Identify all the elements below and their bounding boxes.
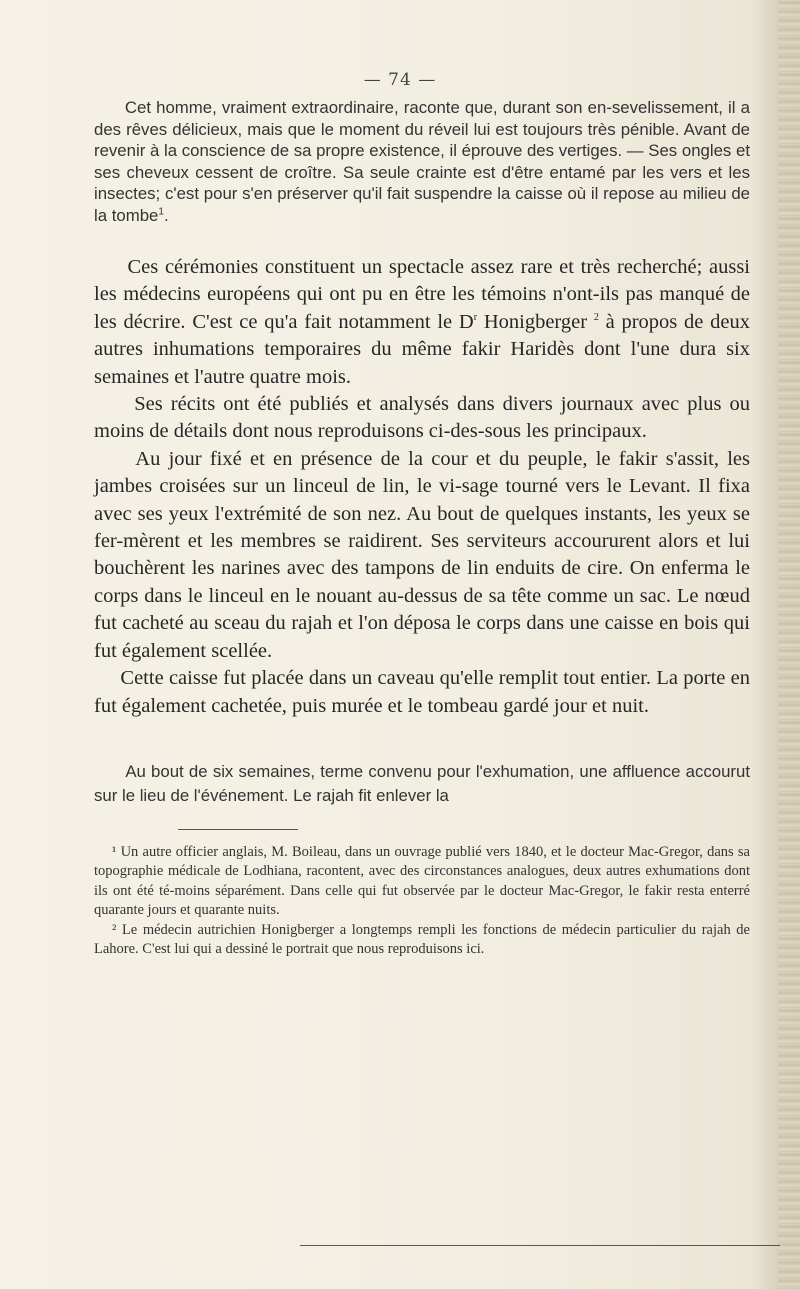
intro-paragraph bbox=[94, 97, 750, 227]
bottom-print-line bbox=[300, 1245, 780, 1246]
main-p4-text: Cette caisse fut placée dans un caveau qu'elle remplit tout entier. La porte en fut également cachetée, puis murée et le tombeau gardé jour et nuit. bbox=[94, 667, 750, 717]
intro-footnote-ref: 1 bbox=[158, 206, 164, 218]
footnote-2-marker: ² bbox=[112, 921, 117, 938]
footnote-1-marker: ¹ bbox=[112, 844, 117, 860]
closing-text: Au bout de six semaines, terme convenu pour l'exhumation, une affluence accourut sur le lieu de l'événement. Le rajah fit enlever la bbox=[94, 762, 750, 805]
footnote-2-text: Le médecin autrichien Honigberger a longtemps rempli les fonctions de médecin particulier du rajah de Lahore. C'est lui qui a dessiné le portrait que nous reproduisons ici. bbox=[94, 921, 750, 958]
main-p1-rest: à propos de deux autres inhumations temporaires du même fakir Haridès dont l'une dura six semaines et l'autre quatre mois. bbox=[94, 310, 750, 388]
main-p2-text: Ses récits ont été publiés et analysés dans divers journaux avec plus ou moins de détails dont nous reproduisons ci-des-sous les principaux. bbox=[94, 393, 751, 443]
footnote-1-text: Un autre officier anglais, M. Boileau, dans un ouvrage publié vers 1840, et le docteur Mac-Gregor, dans sa topographie médicale de Lodhiana, racontent, avec des circonstances analogues, deux autres exhumations dont ils ont été té-moins séparément. Dans celle qui fut observée par le docteur Mac-Gregor, le fakir resta enterré quarante jours et quarante nuits. bbox=[94, 844, 750, 919]
intro-text: Cet homme, vraiment extraordinaire, raconte que, durant son en-sevelissement, il a des rêves délicieux, mais que le moment du réveil lui est toujours très pénible. Avant de revenir à la conscience de sa propre existence, il éprouve des vertiges. — Ses ongles et ses cheveux cessent de croître. Sa seule crainte est d'être entamé par les vers et les insectes; c'est pour s'en préserver qu'il fait suspendre la caisse où il repose au milieu de la tombe bbox=[94, 98, 750, 225]
footnotes bbox=[94, 843, 750, 959]
page-number: — 74 — bbox=[363, 70, 437, 90]
closing-paragraph bbox=[94, 760, 750, 808]
footnote-1 bbox=[94, 843, 750, 921]
main-p3-text: Au jour fixé et en présence de la cour et du peuple, le fakir s'assit, les jambes croisées sur un linceul de lin, le vi-sage tourné vers le Levant. Il fixa avec ses yeux l'extrémité de son nez. Au bout de quelques instants, les yeux se fer-mèrent et les membres se raidirent. Ses serviteurs accoururent alors et lui bouchèrent les narines avec des tampons de lin enduits de cire. On enferma le corps dans le linceul en le nouant au-dessus de sa tête comme un sac. Le nœud fut cacheté au sceau du rajah et l'on déposa le corps dans une caisse en bois qui fut également scellée. bbox=[94, 447, 750, 662]
footnote-ref-2: 2 bbox=[593, 311, 599, 323]
main-paragraph-4 bbox=[94, 665, 750, 720]
main-p1-name: Honigberger bbox=[477, 310, 588, 333]
main-p1-text: Ces cérémonies constituent un spectacle assez rare et très recherché; aussi les médecins européens qui ont pu en être les témoins n'ont-ils pas manqué de les décrire. C'est ce qu'a fait notamment le D bbox=[94, 256, 750, 333]
intro-end: . bbox=[163, 205, 169, 225]
main-paragraph-3 bbox=[94, 446, 750, 665]
main-paragraph-1 bbox=[94, 254, 750, 391]
main-paragraph-2 bbox=[94, 391, 750, 446]
dr-superscript: r bbox=[473, 311, 478, 323]
footnote-2 bbox=[94, 921, 750, 960]
footnote-rule bbox=[178, 829, 298, 830]
main-text bbox=[94, 254, 750, 720]
page-edge bbox=[778, 0, 800, 1289]
